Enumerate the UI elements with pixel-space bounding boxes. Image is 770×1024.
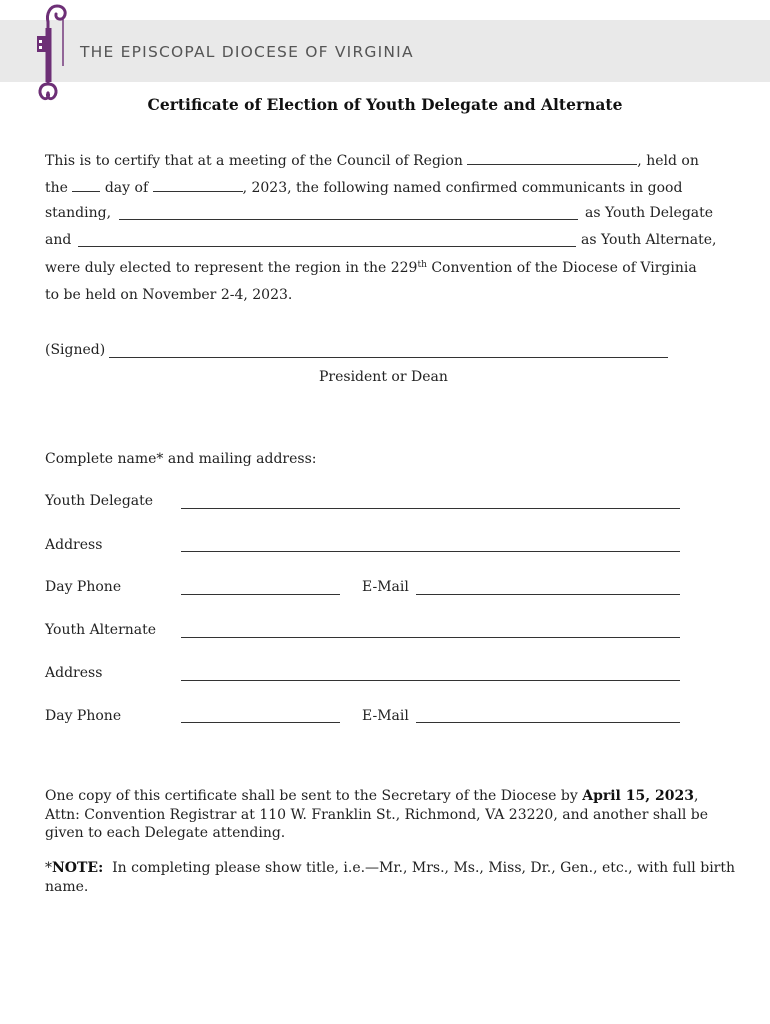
certify-line-1 <box>45 150 699 169</box>
alternate-email-field[interactable] <box>416 722 680 723</box>
delegate-address-label: Address <box>45 537 103 553</box>
alternate-phone-field[interactable] <box>181 722 340 723</box>
certify-line-4-end: as Youth Alternate, <box>581 232 717 248</box>
note-text: In completing please show title, i.e.—Mr., Mrs., Ms., Miss, Dr., Gen., etc., with full birth name. <box>45 860 740 895</box>
alternate-phone-label: Day Phone <box>45 708 122 724</box>
notice-text: , Attn: Convention Registrar at 110 W. Franklin St., Richmond, VA 23220, and another shall be given to each Delegate attending. <box>45 788 709 841</box>
alternate-email-label: E-Mail <box>362 708 409 724</box>
alternate-address-field[interactable] <box>181 680 680 681</box>
youth-delegate-name-field[interactable] <box>119 219 578 220</box>
certify-line-6: to be held on November 2-4, 2023. <box>45 287 293 303</box>
diocese-name: THE EPISCOPAL DIOCESE OF VIRGINIA <box>80 43 414 61</box>
certify-text: standing, <box>45 205 112 221</box>
certify-text: Convention of the Diocese of Virginia <box>426 260 697 276</box>
certify-text: , held on <box>637 153 699 169</box>
youth-delegate-label: Youth Delegate <box>45 493 154 509</box>
delegate-phone-label: Day Phone <box>45 579 122 595</box>
signer-role: President or Dean <box>319 369 448 385</box>
delegate-email-label: E-Mail <box>362 579 409 595</box>
notice-deadline: April 15, 2023 <box>582 788 694 804</box>
certify-line-2 <box>45 177 682 196</box>
page-title: Certificate of Election of Youth Delegate and Alternate <box>147 95 623 114</box>
certify-text: , 2023, the following named confirmed communicants in good <box>242 180 683 196</box>
ordinal-suffix: th <box>417 260 427 270</box>
notice-text: One copy of this certificate shall be sent to the Secretary of the Diocese by <box>45 788 583 804</box>
certify-line-5 <box>45 260 697 276</box>
certify-line-3 <box>45 205 111 221</box>
title-note <box>45 859 740 896</box>
youth-delegate-full-name-field[interactable] <box>181 508 680 509</box>
region-field[interactable] <box>467 150 637 165</box>
certify-line-4: and <box>45 232 72 248</box>
note-asterisk: * <box>45 860 52 876</box>
submission-notice <box>45 787 735 843</box>
certify-text: day of <box>104 180 149 196</box>
signed-label: (Signed) <box>45 342 106 358</box>
signature-field[interactable] <box>109 357 668 358</box>
form-intro: Complete name* and mailing address: <box>45 451 317 467</box>
certify-text: This is to certify that at a meeting of the Council of Region <box>45 153 463 169</box>
certify-text: the <box>45 180 68 196</box>
delegate-phone-field[interactable] <box>181 594 340 595</box>
delegate-email-field[interactable] <box>416 594 680 595</box>
note-label: NOTE: <box>52 860 104 876</box>
diocese-key-logo-icon <box>26 0 74 108</box>
youth-alternate-name-field[interactable] <box>78 246 576 247</box>
meeting-month-field[interactable] <box>153 177 243 192</box>
certify-text: were duly elected to represent the region in the 229 <box>45 260 418 276</box>
youth-alternate-full-name-field[interactable] <box>181 637 680 638</box>
delegate-address-field[interactable] <box>181 551 680 552</box>
meeting-day-field[interactable] <box>72 177 100 192</box>
youth-alternate-label: Youth Alternate <box>45 622 157 638</box>
alternate-address-label: Address <box>45 665 103 681</box>
certify-line-3-end: as Youth Delegate <box>585 205 714 221</box>
